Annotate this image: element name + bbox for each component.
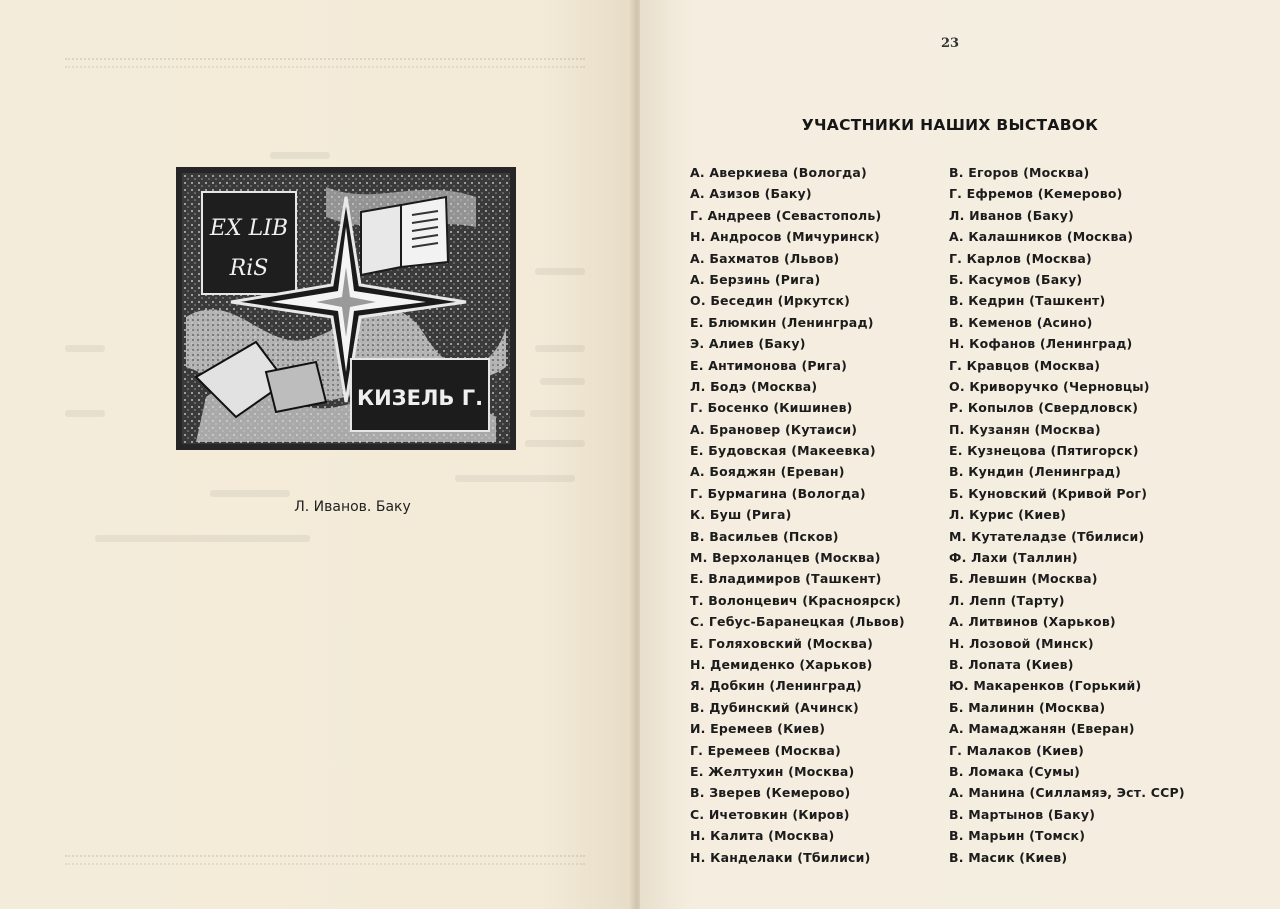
participant-entry: Г. Бурмагина (Вологда) bbox=[690, 485, 866, 501]
participant-entry: В. Зверев (Кемерово) bbox=[690, 785, 851, 801]
exlibris-name-text: КИЗЕЛЬ Г. bbox=[356, 386, 484, 410]
page-heading: УЧАСТНИКИ НАШИХ ВЫСТАВОК bbox=[801, 116, 1099, 134]
participant-entry: Л. Лепп (Тарту) bbox=[949, 592, 1065, 608]
participant-entry: Г. Малаков (Киев) bbox=[949, 742, 1085, 758]
participant-entry: В. Марьин (Томск) bbox=[949, 828, 1086, 844]
show-through-text bbox=[65, 410, 105, 417]
participant-entry: Т. Волонцевич (Красноярск) bbox=[690, 592, 902, 608]
participant-entry: Я. Добкин (Ленинград) bbox=[690, 678, 862, 694]
participant-entry: А. Бахматов (Львов) bbox=[690, 250, 840, 266]
participant-entry: Л. Иванов (Баку) bbox=[949, 207, 1074, 223]
show-through-text bbox=[455, 475, 575, 482]
participant-entry: Г. Карлов (Москва) bbox=[949, 250, 1092, 266]
show-through-text bbox=[535, 345, 585, 352]
participant-entry: В. Дубинский (Ачинск) bbox=[690, 699, 859, 715]
participant-entry: М. Верхоланцев (Москва) bbox=[690, 550, 881, 566]
exlibris-text: ЕX LIB bbox=[209, 216, 289, 241]
illustration-caption: Л. Иванов. Баку bbox=[294, 499, 411, 515]
show-through-ornament-top bbox=[65, 58, 585, 68]
participant-entry: Е. Голяховский (Москва) bbox=[690, 635, 873, 651]
participant-entry: Е. Будовская (Макеевка) bbox=[690, 443, 876, 459]
participant-entry: А. Брановер (Кутаиси) bbox=[690, 421, 858, 437]
participant-entry: А. Манина (Силламяэ, Эст. ССР) bbox=[949, 785, 1185, 801]
participant-entry: Е. Желтухин (Москва) bbox=[690, 763, 855, 779]
participant-entry: С. Ичетовкин (Киров) bbox=[690, 806, 850, 822]
page-number: 23 bbox=[940, 36, 960, 51]
participant-entry: П. Кузанян (Москва) bbox=[949, 421, 1101, 437]
participant-entry: К. Буш (Рига) bbox=[690, 507, 792, 523]
participant-entry: Е. Кузнецова (Пятигорск) bbox=[949, 443, 1139, 459]
participant-entry: Н. Андросов (Мичуринск) bbox=[690, 229, 880, 245]
participants-column-right bbox=[949, 162, 1199, 868]
participant-entry: В. Масик (Киев) bbox=[949, 849, 1068, 865]
show-through-text bbox=[210, 490, 290, 497]
participant-entry: А. Мамаджанян (Евeран) bbox=[949, 721, 1135, 737]
show-through-ornament-bottom bbox=[65, 855, 585, 865]
show-through-text bbox=[95, 535, 310, 542]
participant-entry: В. Лопата (Киев) bbox=[949, 656, 1074, 672]
participant-entry: С. Гебус-Баранецкая (Львов) bbox=[690, 614, 905, 630]
participant-entry: О. Беседин (Иркутск) bbox=[690, 293, 851, 309]
participant-entry: Ф. Лахи (Таллин) bbox=[949, 550, 1078, 566]
participant-entry: А. Берзинь (Рига) bbox=[690, 271, 821, 287]
participant-entry: В. Васильев (Псков) bbox=[690, 528, 839, 544]
participant-entry: В. Ломака (Сумы) bbox=[949, 763, 1080, 779]
participant-entry: Г. Еремеев (Москва) bbox=[690, 742, 841, 758]
participant-entry: Н. Калита (Москва) bbox=[690, 828, 835, 844]
participant-entry: Б. Малинин (Москва) bbox=[949, 699, 1106, 715]
participant-entry: Н. Кофанов (Ленинград) bbox=[949, 336, 1133, 352]
exlibris-print bbox=[176, 167, 516, 450]
participant-entry: Л. Бодэ (Москва) bbox=[690, 378, 818, 394]
participant-entry: Е. Антимонова (Рига) bbox=[690, 357, 847, 373]
show-through-text bbox=[525, 440, 585, 447]
exlibris-illustration bbox=[176, 167, 516, 450]
participant-entry: А. Литвинов (Харьков) bbox=[949, 614, 1116, 630]
participant-entry: В. Егоров (Москва) bbox=[949, 165, 1090, 180]
participant-entry: А. Бояджян (Ереван) bbox=[690, 464, 845, 480]
participant-entry: М. Кутателадзе (Тбилиси) bbox=[949, 528, 1145, 544]
show-through-text bbox=[535, 268, 585, 275]
participant-entry: Г. Кравцов (Москва) bbox=[949, 357, 1101, 373]
participant-entry: Г. Босенко (Кишинев) bbox=[690, 400, 853, 416]
participant-entry: Е. Блюмкин (Ленинград) bbox=[690, 314, 874, 330]
participant-entry: Р. Копылов (Свердловск) bbox=[949, 400, 1139, 416]
participant-entry: А. Калашников (Москва) bbox=[949, 229, 1134, 245]
participant-entry: Б. Куновский (Кривой Рог) bbox=[949, 485, 1148, 501]
participant-entry: Б. Касумов (Баку) bbox=[949, 271, 1083, 287]
participant-entry: Э. Алиев (Баку) bbox=[690, 336, 806, 352]
participant-entry: Г. Ефремов (Кемерово) bbox=[949, 186, 1123, 202]
participant-entry: Б. Левшин (Москва) bbox=[949, 571, 1098, 587]
participant-entry: Н. Канделаки (Тбилиси) bbox=[690, 849, 871, 865]
participant-entry: Н. Лозовой (Минск) bbox=[949, 635, 1094, 651]
participant-entry: Л. Курис (Киев) bbox=[949, 507, 1067, 523]
participant-entry: Ю. Макаренков (Горький) bbox=[949, 678, 1142, 694]
participant-entry: В. Мартынов (Баку) bbox=[949, 806, 1096, 822]
show-through-text bbox=[270, 152, 330, 159]
participant-entry: Е. Владимиров (Ташкент) bbox=[690, 571, 882, 587]
participant-entry: О. Криворучко (Черновцы) bbox=[949, 378, 1150, 394]
participants-column-left bbox=[690, 162, 940, 868]
left-page bbox=[0, 0, 636, 909]
show-through-text bbox=[65, 345, 105, 352]
participant-entry: И. Еремеев (Киев) bbox=[690, 721, 826, 737]
participant-entry: Г. Андреев (Севастополь) bbox=[690, 207, 882, 223]
participant-entry: А. Азизов (Баку) bbox=[690, 186, 812, 202]
participant-entry: В. Кедрин (Ташкент) bbox=[949, 293, 1106, 309]
show-through-text bbox=[530, 410, 585, 417]
participant-entry: Н. Демиденко (Харьков) bbox=[690, 656, 873, 672]
participant-entry: В. Кеменов (Асино) bbox=[949, 314, 1093, 330]
exlibris-text: RiS bbox=[229, 256, 269, 281]
participant-entry: А. Аверкиева (Вологда) bbox=[690, 165, 867, 180]
participant-entry: В. Кундин (Ленинград) bbox=[949, 464, 1121, 480]
show-through-text bbox=[540, 378, 585, 385]
